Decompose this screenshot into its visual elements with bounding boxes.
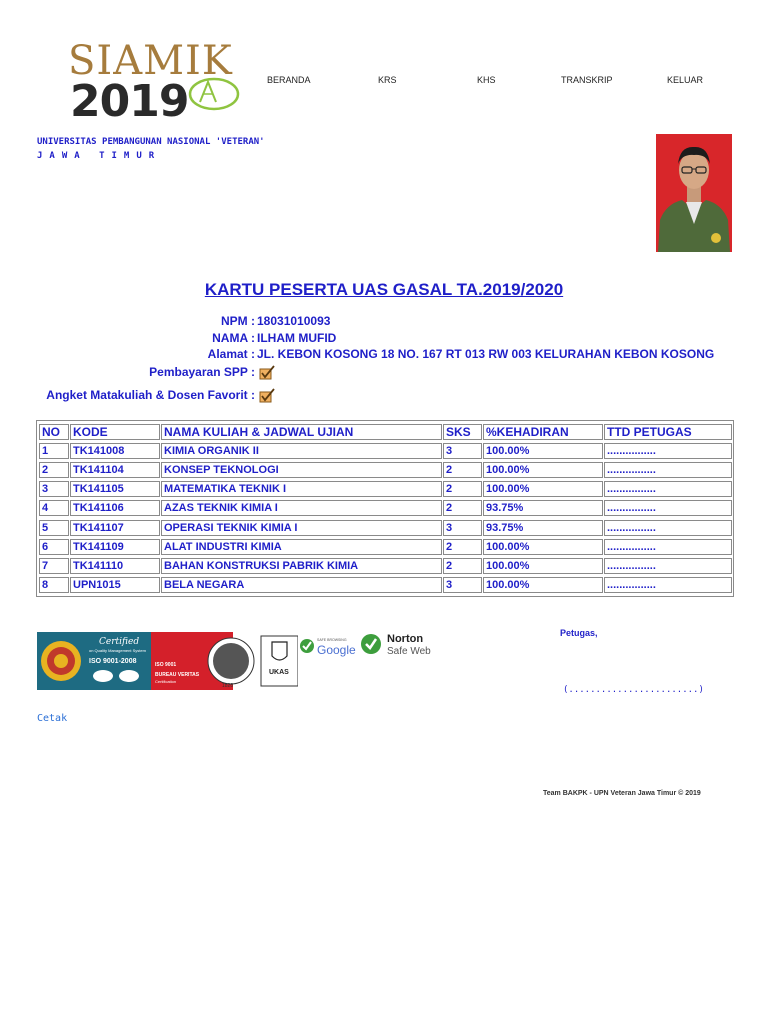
table-cell-sks: 2 <box>443 462 482 478</box>
table-cell-sks: 2 <box>443 558 482 574</box>
nama-label: NAMA : <box>212 331 255 345</box>
table-cell-sks: 2 <box>443 539 482 555</box>
table-cell-nama-kuliah: AZAS TEKNIK KIMIA I <box>161 500 442 516</box>
table-cell-ttd-petugas: ................ <box>604 539 732 555</box>
google-safe-browsing-badge <box>299 632 357 662</box>
table-cell-no: 8 <box>39 577 69 593</box>
cert-ukas-text: UKAS <box>269 669 289 676</box>
table-cell-ttd-petugas: ................ <box>604 558 732 574</box>
table-cell-kode: TK141008 <box>70 443 160 459</box>
certification-banner <box>37 632 298 690</box>
table-cell-kode: TK141104 <box>70 462 160 478</box>
university-name: UNIVERSITAS PEMBANGUNAN NASIONAL 'VETERAN' <box>37 137 265 147</box>
logo-year: 2019 <box>70 76 189 127</box>
table-cell-kehadiran: 100.00% <box>483 577 603 593</box>
table-cell-no: 2 <box>39 462 69 478</box>
nav-beranda[interactable]: BERANDA <box>267 75 311 85</box>
student-photo <box>656 134 732 252</box>
table-cell-kode: TK141105 <box>70 481 160 497</box>
table-cell-nama-kuliah: MATEMATIKA TEKNIK I <box>161 481 442 497</box>
copyright-footer: Team BAKPK - UPN Veteran Jawa Timur © 2019 <box>543 790 701 797</box>
cert-qms-text: on Quality Management System <box>89 648 146 653</box>
norton-text: Norton <box>387 633 424 645</box>
angket-label: Angket Matakuliah & Dosen Favorit : <box>46 388 255 402</box>
table-cell-sks: 2 <box>443 500 482 516</box>
table-cell-kehadiran: 100.00% <box>483 462 603 478</box>
table-cell-nama-kuliah: BELA NEGARA <box>161 577 442 593</box>
table-header-no: NO <box>39 424 69 440</box>
table-cell-kehadiran: 100.00% <box>483 539 603 555</box>
table-cell-nama-kuliah: KONSEP TEKNOLOGI <box>161 462 442 478</box>
table-header-kehadiran: %KEHADIRAN <box>483 424 603 440</box>
table-cell-kode: TK141110 <box>70 558 160 574</box>
card-title: KARTU PESERTA UAS GASAL TA.2019/2020 <box>204 280 564 299</box>
print-link[interactable]: Cetak <box>37 713 68 724</box>
cert-iso-text: ISO 9001-2008 <box>89 658 137 665</box>
petugas-label: Petugas, <box>560 628 598 638</box>
table-header-kode: KODE <box>70 424 160 440</box>
table-header-nama-kuliah: NAMA KULIAH & JADWAL UJIAN <box>161 424 442 440</box>
table-cell-ttd-petugas: ................ <box>604 481 732 497</box>
table-cell-kehadiran: 100.00% <box>483 443 603 459</box>
table-cell-ttd-petugas: ................ <box>604 577 732 593</box>
angket-check-icon <box>259 388 275 403</box>
table-cell-ttd-petugas: ................ <box>604 500 732 516</box>
cert-iso-small-text: ISO 9001 <box>155 662 177 668</box>
table-cell-sks: 3 <box>443 520 482 536</box>
table-cell-nama-kuliah: BAHAN KONSTRUKSI PABRIK KIMIA <box>161 558 442 574</box>
university-city: JAWA TIMUR <box>37 151 162 161</box>
table-cell-ttd-petugas: ................ <box>604 462 732 478</box>
table-cell-kode: UPN1015 <box>70 577 160 593</box>
alamat-label: Alamat : <box>207 347 255 361</box>
nama-value: ILHAM MUFID <box>257 331 337 345</box>
table-cell-kehadiran: 100.00% <box>483 481 603 497</box>
google-small-text: SAFE BROWSING <box>317 638 347 642</box>
safeweb-text: Safe Web <box>387 646 431 657</box>
cert-certified-text: Certified <box>99 637 140 647</box>
logo-text: SIAMIK <box>68 38 233 84</box>
signature-line: (........................) <box>563 685 704 695</box>
table-cell-sks: 3 <box>443 577 482 593</box>
table-cell-kehadiran: 93.75% <box>483 520 603 536</box>
nav-khs[interactable]: KHS <box>477 75 496 85</box>
table-cell-nama-kuliah: ALAT INDUSTRI KIMIA <box>161 539 442 555</box>
table-cell-no: 4 <box>39 500 69 516</box>
table-cell-ttd-petugas: ................ <box>604 520 732 536</box>
nav-transkrip[interactable]: TRANSKRIP <box>561 75 613 85</box>
table-cell-ttd-petugas: ................ <box>604 443 732 459</box>
table-cell-kehadiran: 93.75% <box>483 500 603 516</box>
table-header-ttd-petugas: TTD PETUGAS <box>604 424 732 440</box>
table-cell-no: 1 <box>39 443 69 459</box>
table-cell-no: 3 <box>39 481 69 497</box>
nav-keluar[interactable]: KELUAR <box>667 75 704 85</box>
table-cell-sks: 2 <box>443 481 482 497</box>
npm-value: 18031010093 <box>257 314 331 328</box>
table-cell-sks: 3 <box>443 443 482 459</box>
table-cell-kode: TK141106 <box>70 500 160 516</box>
spp-label: Pembayaran SPP : <box>149 365 255 379</box>
table-cell-no: 6 <box>39 539 69 555</box>
main-nav <box>0 75 768 89</box>
table-cell-no: 7 <box>39 558 69 574</box>
google-text: Google <box>317 643 356 657</box>
student-photo-image-icon <box>656 134 732 252</box>
norton-safe-web-badge <box>360 630 442 660</box>
npm-label: NPM : <box>221 314 255 328</box>
alamat-value: JL. KEBON KOSONG 18 NO. 167 RT 013 RW 003 KELURAHAN KEBON KOSONG <box>257 347 715 361</box>
table-cell-no: 5 <box>39 520 69 536</box>
table-cell-kode: TK141107 <box>70 520 160 536</box>
table-cell-kode: TK141109 <box>70 539 160 555</box>
cert-certification-text: Certification <box>155 679 177 684</box>
cert-year-text: 1828 <box>222 683 234 689</box>
table-cell-nama-kuliah: OPERASI TEKNIK KIMIA I <box>161 520 442 536</box>
spp-check-icon <box>259 365 275 380</box>
table-header-sks: SKS <box>443 424 482 440</box>
table-cell-nama-kuliah: KIMIA ORGANIK II <box>161 443 442 459</box>
exam-schedule-table <box>36 420 734 597</box>
nav-krs[interactable]: KRS <box>378 75 397 85</box>
cert-bureau-text: BUREAU VERITAS <box>155 672 200 678</box>
table-cell-kehadiran: 100.00% <box>483 558 603 574</box>
